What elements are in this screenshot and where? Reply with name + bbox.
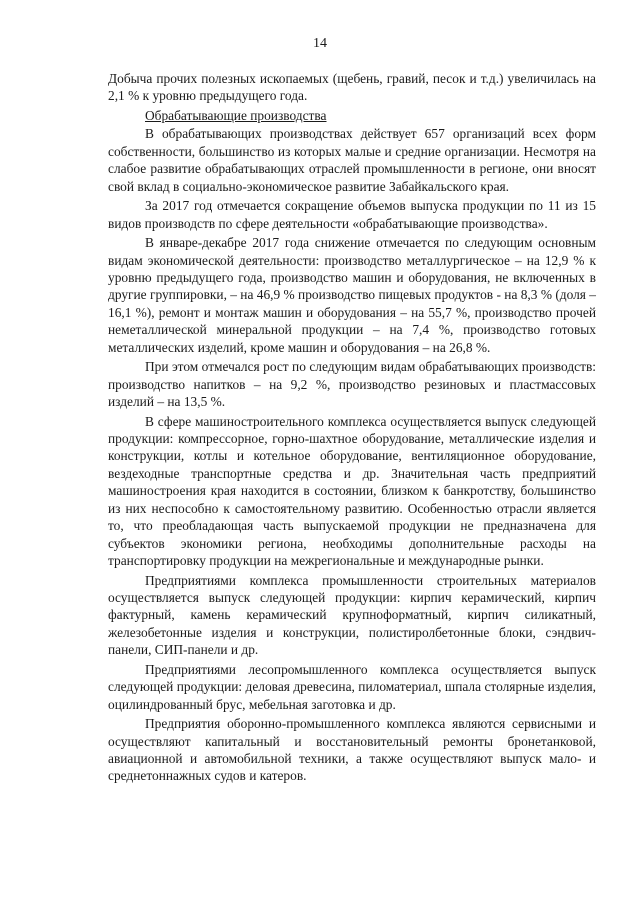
paragraph-mining: Добыча прочих полезных ископаемых (щебень, гравий, песок и т.д.) увеличилась на 2,1 % к уровню предыдущего года. [108,71,596,104]
paragraph-machine-building: В сфере машиностроительного комплекса осуществляется выпуск следующей продукции: компрессорное, горно-шахтное оборудование, металлические изделия и конструкции, котлы и котельное оборудование, вентиляционное оборудование, вездеходные транспортные средства и др. Значительная часть предприятий машиностроения края находится в состоянии, близком к банкротству, большинство из них неспособно к самостоятельному развитию. Особенностью отрасли является то, что преобладающая часть выпускаемой продукции не предназначена для субъектов экономики региона, необходимы дополнительные расходы на транспортировку продукции на межрегиональные и международные рынки. [108,413,596,568]
page-body [108,70,596,787]
paragraph-decline-details: В январе-декабре 2017 года снижение отмечается по следующим основным видам экономической деятельности: производство металлургическое – на 12,9 % к уровню предыдущего года, производство машин и оборудования, не включенных в другие группировки, – на 46,9 % производство пищевых продуктов - на 8,3 % (доля – 16,1 %), ремонт и монтаж машин и оборудования – на 55,7 %, производство прочей неметаллической минеральной продукции – на 7,4 %, производство готовых металлических изделий, кроме машин и оборудования – на 26,8 %. [108,235,597,355]
section-heading [108,107,596,124]
paragraph-growth: При этом отмечался рост по следующим видам обрабатывающих производств: производство напитков – на 9,2 %, производство резиновых и пластмассовых изделий – на 13,5 %. [108,359,596,410]
paragraph-timber: Предприятиями лесопромышленного комплекса осуществляется выпуск следующей продукции: деловая древесина, пиломатериал, шпала столярные изделия, оцилиндрованный брус, мебельная заготовка и др. [108,661,596,712]
section-heading-text: Обрабатывающие производства [145,108,327,123]
paragraph-output-decline: За 2017 год отмечается сокращение объемов выпуска продукции по 11 из 15 видов производств по сфере деятельности «обрабатывающие производства». [108,198,596,231]
paragraph-defense: Предприятия оборонно-промышленного комплекса являются сервисными и осуществляют капитальный и восстановительный ремонты бронетанковой, авиационной и автомобильной техники, а также осуществляют выпуск мало- и среднетоннажных судов и катеров. [108,716,596,784]
paragraph-organizations: В обрабатывающих производствах действует 657 организаций всех форм собственности, большинство из которых малые и средние организации. Несмотря на слабое развитие обрабатывающих отраслей промышленности в регионе, они вносят свой вклад в социально-экономическое развитие Забайкальского края. [108,126,596,194]
page-number: 14 [313,36,327,51]
paragraph-construction-materials: Предприятиями комплекса промышленности строительных материалов осуществляется выпуск следующей продукции: кирпич керамический, кирпич фактурный, камень керамический крупноформатный, кирпич силикатный, железобетонные изделия и конструкции, полистиролбетонные блоки, сэндвич-панели, СИП-панели и др. [108,572,596,658]
